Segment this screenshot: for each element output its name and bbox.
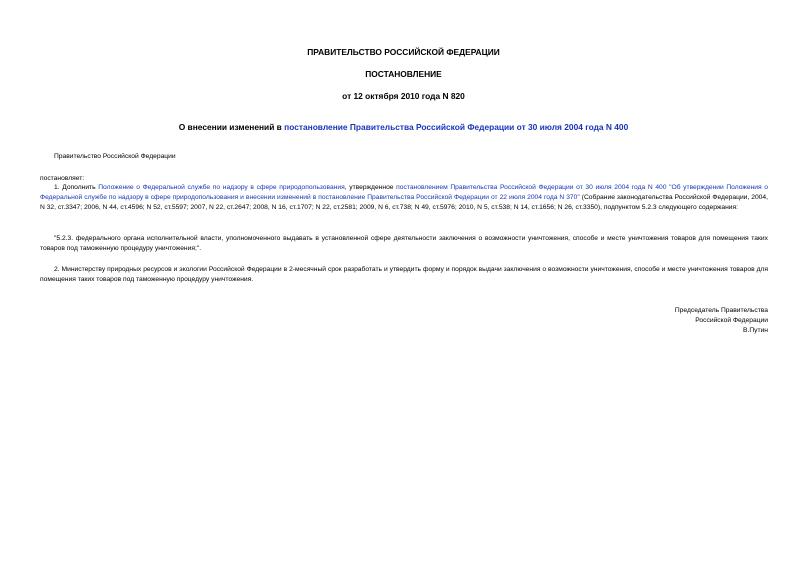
item1-prefix: 1. Дополнить (54, 184, 99, 191)
document-date-number: от 12 октября 2010 года N 820 (342, 91, 465, 101)
subject-prefix: О внесении изменений в (178, 122, 285, 132)
government-line: Правительство Российской Федерации (54, 153, 176, 160)
paragraph-item-1 (40, 183, 768, 213)
government-heading: ПРАВИТЕЛЬСТВО РОССИЙСКОЙ ФЕДЕРАЦИИ (307, 47, 500, 57)
signature-title-line-2: Российской Федерации (695, 317, 768, 324)
signature-title-line-1: Председатель Правительства (674, 307, 768, 314)
document-type-heading: ПОСТАНОВЛЕНИЕ (365, 69, 442, 79)
item1-suffix: (Собрание законодательства Российской Федерации, 2004, N 32, ст.3347; 2006, N 44, ст.4596; N 52, ст.5597; 2007, N 22, ст.2647; 2008, N 16, ст.1707; N 22, ст.2581; 2009, N 6, ст.738; N 49, ст.5976; 2010, N 5, ст.538; N 14, ст.1656; N 26, ст.3350), подпунктом 5.2.3 следующего содержания: (40, 194, 768, 211)
decrees-line: постановляет: (40, 175, 85, 182)
item1-mid: , утвержденное (344, 184, 397, 191)
signature-name: В.Путин (743, 327, 768, 334)
paragraph-item-2: 2. Министерству природных ресурсов и экологии Российской Федерации в 2-месячный срок разработать и утвердить форму и порядок выдачи заключения о возможности уничтожения, способе и месте уничтожения товаров для помещения таких товаров под таможенную процедуру уничтожения. (40, 266, 768, 283)
link-decree-400[interactable]: постановлением Правительства Российской Федерации от 30 июля 2004 года N 400 "Об утверждении Положения о Федеральной службе по надзору в сфере природопользования и внесении изменений в постановление Правительства Российской Федерации от 22 июля 2004 года N 370" (40, 184, 768, 201)
signature-block (500, 306, 768, 336)
link-regulation-on-service[interactable]: Положение о Федеральной службе по надзору в сфере природопользования (98, 184, 345, 191)
document-subject (0, 122, 807, 132)
paragraph-quote-5-2-3: "5.2.3. федерального органа исполнительной власти, уполномоченного выдавать в установленной сфере деятельности заключения о возможности уничтожения, способе и месте уничтожения товаров для помещения таких товаров под таможенную процедуру уничтожения;". (40, 235, 768, 252)
subject-link-decree-400[interactable]: постановление Правительства Российской Федерации от 30 июля 2004 года N 400 (284, 122, 629, 132)
